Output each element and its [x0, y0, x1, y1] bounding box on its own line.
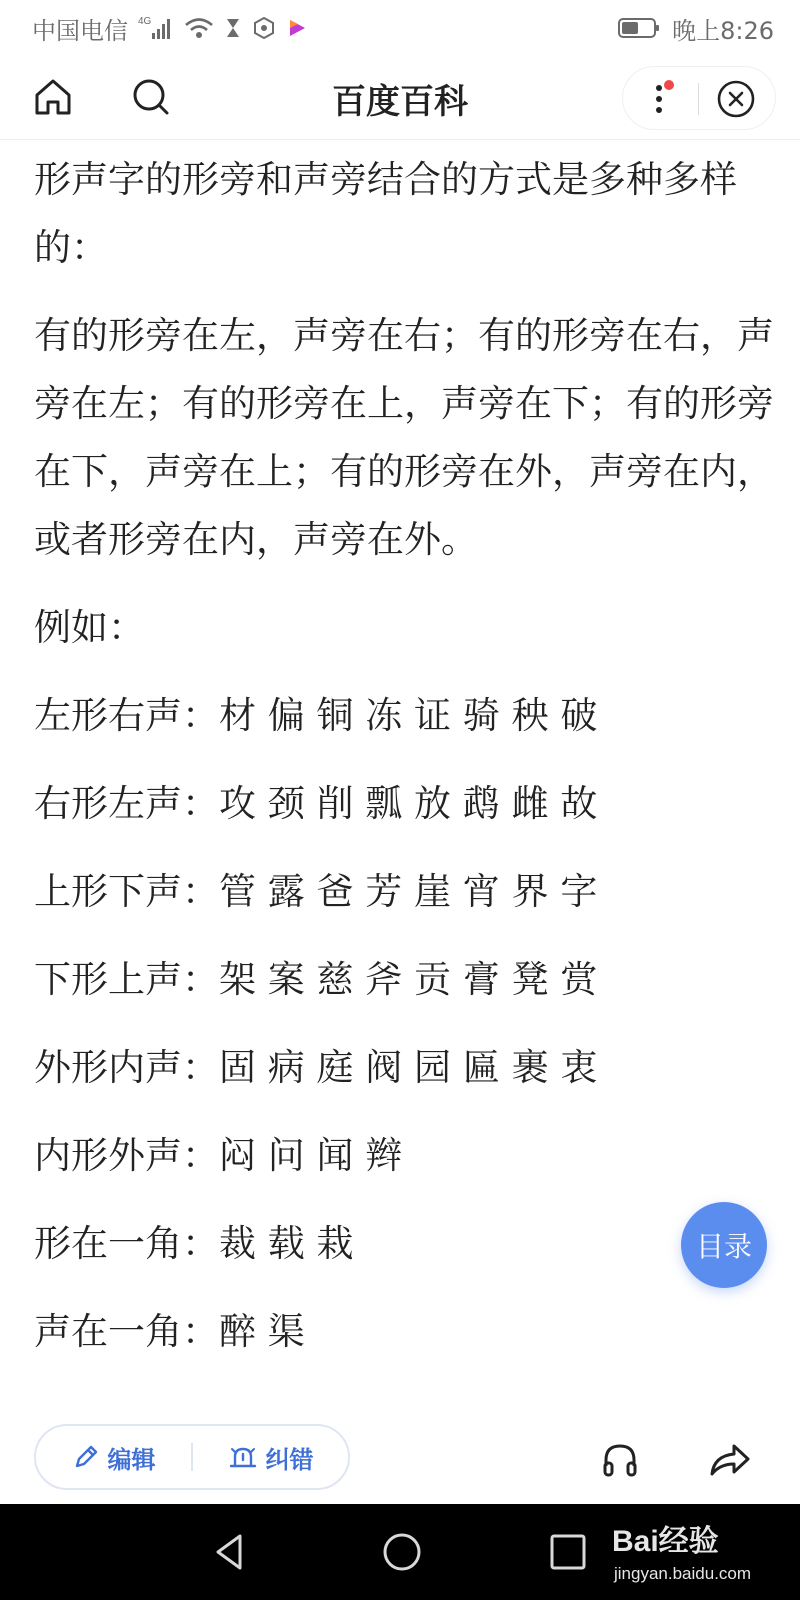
status-bar	[0, 0, 800, 56]
example-label: 右形左声：	[34, 782, 219, 825]
article-content	[34, 140, 774, 1402]
toc-button[interactable]: 目录	[681, 1202, 767, 1288]
description-paragraph: 有的形旁在左，声旁在右；有的形旁在右，声旁在左；有的形旁在上，声旁在下；有的形旁在下，声旁在上；有的形旁在外，声旁在内，或者形旁在内，声旁在外。	[34, 314, 774, 561]
example-chars: 固 病 庭 阀 园 匾 裹 衷	[219, 1046, 598, 1089]
carrier-label: 中国电信	[32, 16, 128, 45]
wifi-icon	[184, 16, 214, 40]
headphones-icon	[600, 1440, 640, 1480]
example-row	[34, 1034, 774, 1102]
bottom-action-bar	[0, 1402, 800, 1504]
example-chars: 管 露 爸 芳 崖 宵 界 字	[219, 870, 598, 913]
example-heading: 例如：	[34, 606, 145, 649]
video-app-icon	[286, 16, 308, 40]
signal-icon	[138, 15, 174, 41]
watermark-brand: Bai经验	[612, 1525, 719, 1558]
status-bar-left	[32, 11, 308, 46]
example-label: 左形右声：	[34, 694, 219, 737]
listen-button[interactable]	[600, 1440, 640, 1480]
capsule-divider	[698, 83, 699, 115]
example-row	[34, 1122, 774, 1190]
status-bar-right	[618, 11, 774, 46]
close-button[interactable]	[716, 79, 756, 119]
share-button[interactable]	[708, 1440, 752, 1480]
home-circle-icon	[380, 1530, 424, 1574]
system-back-button[interactable]	[208, 1530, 252, 1574]
network-type-label: 4G	[138, 16, 152, 27]
app-shield-icon	[252, 16, 276, 40]
example-chars: 攻 颈 削 瓢 放 鹉 雌 故	[219, 782, 598, 825]
example-chars: 材 偏 铜 冻 证 骑 秧 破	[219, 694, 598, 737]
example-chars: 架 案 慈 斧 贡 膏 凳 赏	[219, 958, 598, 1001]
example-label: 上形下声：	[34, 870, 219, 913]
example-label: 形在一角：	[34, 1222, 219, 1265]
notification-dot-icon	[664, 80, 674, 90]
alarm-report-icon	[228, 1443, 258, 1471]
battery-icon	[618, 16, 662, 40]
share-icon	[708, 1440, 752, 1480]
header	[0, 56, 800, 140]
miniapp-capsule	[622, 66, 776, 130]
intro-paragraph: 形声字的形旁和声旁结合的方式是多种多样的：	[34, 158, 737, 269]
example-chars: 裁 载 栽	[219, 1222, 354, 1265]
example-label: 外形内声：	[34, 1046, 219, 1089]
example-row	[34, 770, 774, 838]
back-triangle-icon	[208, 1530, 252, 1574]
page-title: 百度百科	[332, 82, 468, 122]
clock: 晚上8:26	[672, 16, 774, 45]
edit-correct-pill	[34, 1424, 350, 1490]
recents-square-icon	[548, 1532, 588, 1572]
close-icon	[716, 79, 756, 119]
example-label: 内形外声：	[34, 1134, 219, 1177]
pencil-icon	[72, 1443, 100, 1471]
correct-label: 纠错	[265, 1445, 314, 1474]
baidu-jingyan-watermark	[612, 1514, 792, 1594]
system-home-button[interactable]	[380, 1530, 424, 1574]
example-label: 下形上声：	[34, 958, 219, 1001]
hourglass-icon	[224, 16, 242, 40]
example-chars: 醉 渠	[219, 1310, 305, 1353]
more-vertical-icon	[647, 79, 683, 119]
correct-button[interactable]	[193, 1426, 348, 1488]
example-row	[34, 946, 774, 1014]
system-recents-button[interactable]	[548, 1532, 588, 1572]
edit-button[interactable]	[36, 1426, 191, 1488]
example-label: 声在一角：	[34, 1310, 219, 1353]
example-row	[34, 1210, 774, 1278]
example-row	[34, 682, 774, 750]
watermark-url: jingyan.baidu.com	[614, 1564, 752, 1583]
example-chars: 闷 问 闻 辫	[219, 1134, 403, 1177]
more-menu-button[interactable]	[647, 79, 683, 119]
example-row	[34, 1298, 774, 1366]
edit-label: 编辑	[107, 1445, 156, 1474]
example-row	[34, 858, 774, 926]
system-navigation-bar	[0, 1504, 800, 1600]
